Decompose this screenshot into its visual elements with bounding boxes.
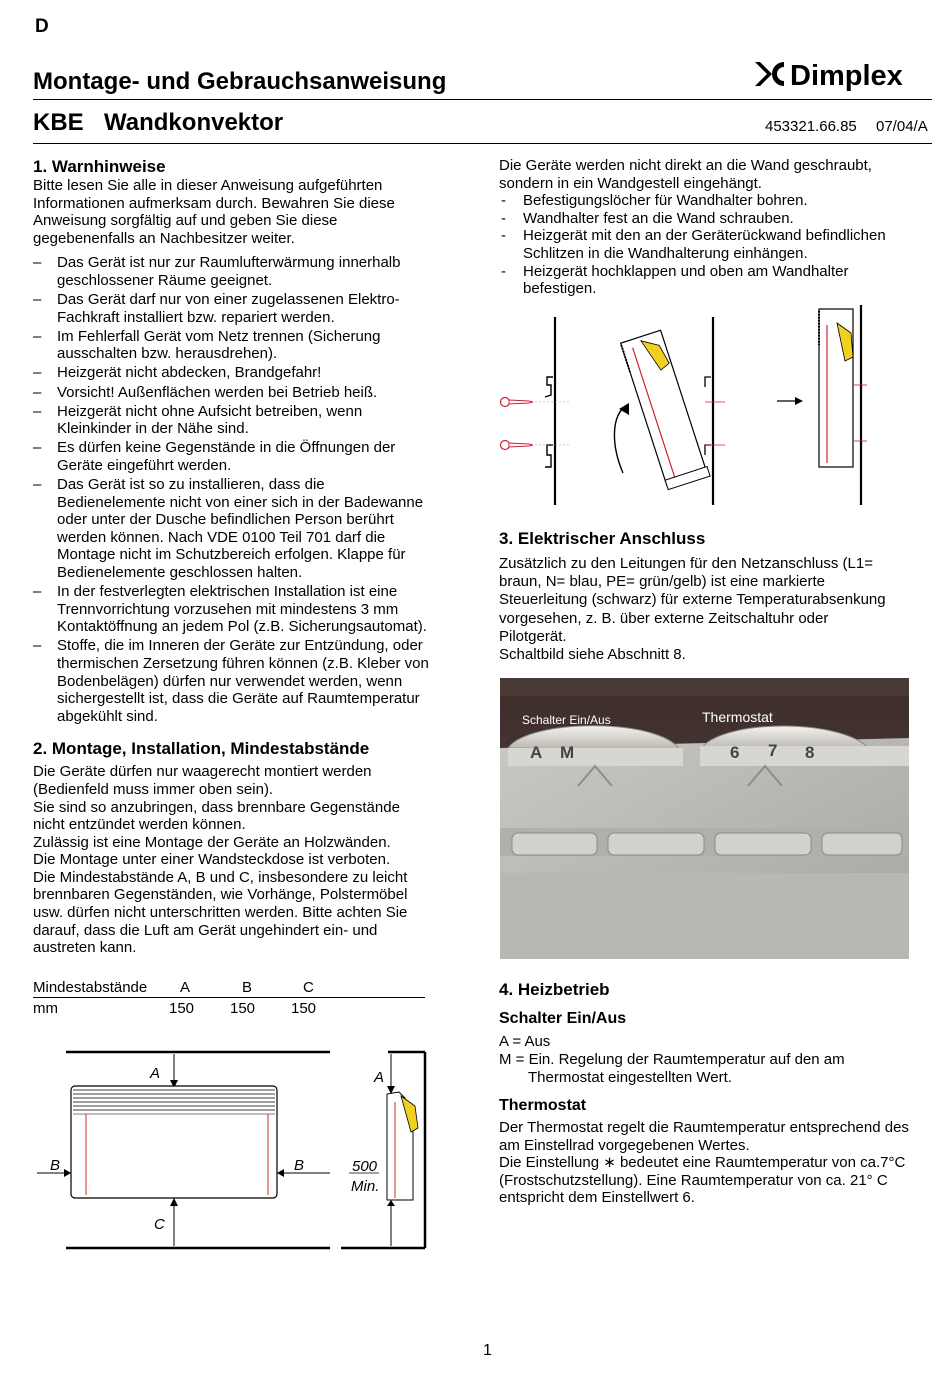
label-b-left: B <box>50 1157 61 1174</box>
switch-text: A = Aus M = Ein. Regelung der Raumtemperatur auf den am Thermostat eingestellten Wert. <box>499 1033 845 1086</box>
intro-line: gegebenenfalls an Nachbesitzer weiter. <box>33 229 295 247</box>
dial-label-7: 7 <box>768 741 778 760</box>
mounting-step: - Heizgerät mit den an der Geräterückwand befindlichen Schlitzen in die Wandhalterung einhängen. <box>499 227 934 262</box>
section-4-heading: 4. Heizbetrieb <box>499 980 610 999</box>
table-cell-unit: mm <box>33 1000 58 1017</box>
warning-item: – Vorsicht! Außenflächen werden bei Betrieb heiß. <box>33 384 453 402</box>
warning-item: – Stoffe, die im Inneren der Geräte zur Entzündung, oder thermischen Zersetzung führen können (z.B. Kleber von Bodenbelägen) dürfen nur verwendet werden, wenn sichergestellt ist, dass die Geräte auf Raumtemperatur abgekühlt sind. <box>33 637 453 725</box>
label-b-right: B <box>294 1157 305 1174</box>
left-column <box>33 157 453 957</box>
thermostat-label: Thermostat <box>702 709 773 725</box>
section-3 <box>499 529 934 664</box>
section-1-heading: 1. Warnhinweise <box>33 157 166 176</box>
warning-item: – Das Gerät ist nur zur Raumlufterwärmung innerhalb geschlossener Räume geeignet. <box>33 254 453 289</box>
table-cell: 150 <box>230 1000 256 1017</box>
intro-line: Informationen aufmerksam durch. Bewahren Sie diese <box>33 194 395 212</box>
warning-item: – In der festverlegten elektrischen Installation ist eine Trennvorrichtung vorzusehen mit mindestens 3 mm Kontaktöffnung an jedem Pol (z.B. Sicherungsautomat). <box>33 583 453 636</box>
warning-item: – Heizgerät nicht abdecken, Brandgefahr! <box>33 364 453 382</box>
section-2-heading: 2. Montage, Installation, Mindestabstände <box>33 739 370 759</box>
screw-icon <box>501 441 571 450</box>
rotate-arrow-icon <box>614 405 627 473</box>
section-4 <box>499 980 934 1207</box>
model-code: KBE <box>33 109 84 136</box>
document-date: 07/04/A <box>876 118 928 135</box>
dial-label-6: 6 <box>730 743 740 762</box>
label-a-top: A <box>150 1065 161 1082</box>
warning-item: – Es dürfen keine Gegenstände in die Öffnungen der Geräte eingeführt werden. <box>33 439 453 474</box>
language-code: D <box>35 16 49 37</box>
brand-name: Dimplex <box>790 60 903 92</box>
warning-item: – Das Gerät darf nur von einer zugelassenen Elektro- Fachkraft installiert bzw. repariert werden. <box>33 291 453 326</box>
mounting-step: - Befestigungslöcher für Wandhalter bohren. <box>499 192 934 210</box>
table-cell: 150 <box>169 1000 195 1017</box>
right-column <box>499 157 934 298</box>
thermostat-text: Der Thermostat regelt die Raumtemperatur entsprechend des am Einstellrad vorgegebenen Wertes. Die Einstellung ∗ bedeutet eine Raumtemperatur von ca.7°C (Frostschutzstellung). Eine Raumtemperatur von ca. 21° C entspricht dem Einstellwert 6. <box>499 1119 909 1207</box>
table-header-row <box>33 979 425 998</box>
page-number: 1 <box>483 1342 492 1359</box>
dial-label-a: A <box>530 743 543 762</box>
distance-table <box>33 979 425 1020</box>
document-number: 453321.66.85 <box>765 118 857 135</box>
mounting-illustration <box>495 305 875 515</box>
product-name: Wandkonvektor <box>104 109 284 136</box>
table-header-label: Mindestabstände <box>33 979 148 996</box>
switch-heading: Schalter Ein/Aus <box>499 1010 627 1027</box>
mounting-step: - Heizgerät hochklappen und oben am Wandhalter befestigen. <box>499 263 934 298</box>
label-side-value: 500 <box>352 1158 378 1175</box>
label-c-bottom: C <box>154 1216 165 1233</box>
label-a-side: A <box>374 1069 385 1086</box>
dial-label-m: M <box>560 743 575 762</box>
mounting-intro: Die Geräte werden nicht direkt an die Wand geschraubt, sondern in ein Wandgestell eingehängt. <box>499 157 872 192</box>
brand-logo <box>752 56 932 92</box>
mounting-steps <box>499 192 934 298</box>
intro-line: Bitte lesen Sie alle in dieser Anweisung aufgeführten <box>33 177 383 194</box>
label-side-unit: Min. <box>351 1178 380 1195</box>
clearance-diagram <box>33 1040 433 1255</box>
control-panel-photo <box>500 678 909 959</box>
thermostat-heading: Thermostat <box>499 1097 587 1114</box>
section-1-intro <box>33 177 453 247</box>
header-rule-bottom <box>33 143 932 144</box>
table-cell: 150 <box>291 1000 317 1017</box>
mounting-step: - Wandhalter fest an die Wand schrauben. <box>499 210 934 228</box>
header-rule-top <box>33 99 932 100</box>
warning-item: – Heizgerät nicht ohne Aufsicht betreiben, wenn Kleinkinder in der Nähe sind. <box>33 403 453 438</box>
table-header-cell: C <box>303 979 314 996</box>
screw-icon <box>501 398 571 407</box>
warning-list <box>33 254 453 725</box>
table-header-cell: B <box>242 979 253 996</box>
section-3-text: Zusätzlich zu den Leitungen für den Netzanschluss (L1= braun, N= blau, PE= grün/gelb) ist eine markierte Steuerleitung (schwarz) für externe Temperaturabsenkung vorgesehen, z. B. über externe Zeitschaltuhr oder Pilotgerät. Schaltbild siehe Abschnitt 8. <box>499 555 886 664</box>
dial-label-8: 8 <box>805 743 815 762</box>
document-title: Montage- und Gebrauchsanweisung <box>33 68 447 95</box>
warning-item: – Im Fehlerfall Gerät vom Netz trennen (Sicherung ausschalten bzw. herausdrehen). <box>33 328 453 363</box>
intro-line: Anweisung sorgfältig auf und geben Sie diese <box>33 212 338 230</box>
dimplex-logo-icon <box>752 56 932 92</box>
table-header-cell: A <box>180 979 191 996</box>
switch-label: Schalter Ein/Aus <box>522 713 611 727</box>
section-2-text: Die Geräte dürfen nur waagerecht montiert werden (Bedienfeld muss immer oben sein). Sie sind so anzubringen, dass brennbare Gegenstände nicht entzündet werden können. Zulässig ist eine Montage der Geräte an Holzwänden. Die Montage unter einer Wandsteckdose ist verboten. Die Mindestabstände A, B und C, insbesondere zu leicht brennbaren Gegenständen, wie Vorhänge, Polstermöbel usw. dürfen nicht unterschritten werden. Bitte achten Sie darauf, dass die Luft am Gerät ungehindert ein- und austreten kann. <box>33 763 408 957</box>
section-3-heading: 3. Elektrischer Anschluss <box>499 529 706 548</box>
table-row <box>33 1000 425 1020</box>
warning-item: – Das Gerät ist so zu installieren, dass die Bedienelemente nicht von einer sich in der Badewanne oder unter der Dusche befindlichen Person berührt werden können. Nach VDE 0100 Teil 701 darf die Montage nicht im Schutzbereich erfolgen. Klappe für Bedienelemente geschlossen halten. <box>33 476 453 582</box>
